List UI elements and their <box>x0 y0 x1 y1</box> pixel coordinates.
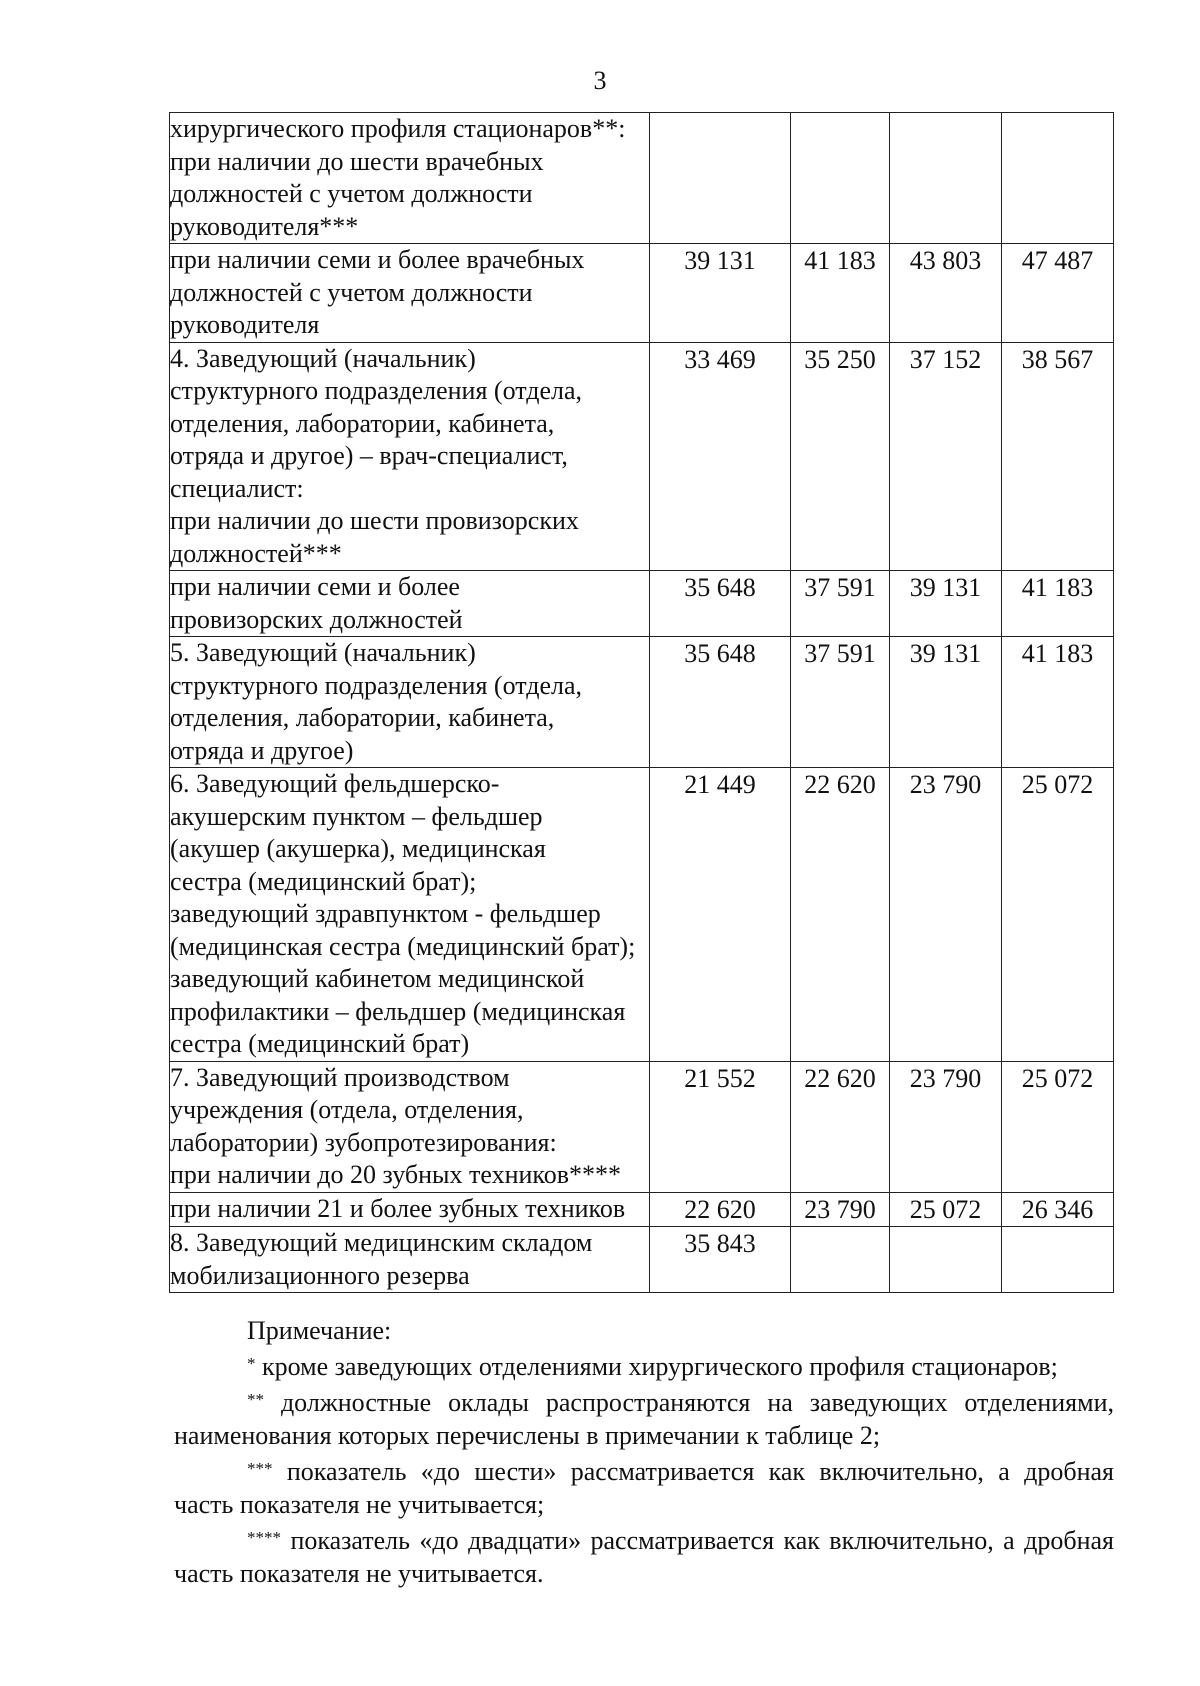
salary-value: 35 648 <box>684 573 756 602</box>
salary-value-cell <box>650 244 791 343</box>
salary-value: 26 346 <box>1021 1194 1094 1224</box>
salary-value: 43 803 <box>909 246 982 275</box>
salary-value: 22 620 <box>804 1063 876 1093</box>
salary-value-cell <box>791 1192 890 1227</box>
salary-value-cell <box>1002 342 1114 571</box>
salary-value: 21 449 <box>684 770 756 799</box>
salary-value-cell <box>791 1061 890 1192</box>
position-description-line: отделения, лаборатории, кабинета, <box>170 408 555 438</box>
salary-value-cell <box>1002 244 1114 343</box>
position-description-line: 8. Заведующий медицинским складом <box>170 1228 593 1257</box>
salary-value: 23 790 <box>804 1194 876 1224</box>
salary-value: 41 183 <box>804 246 876 275</box>
position-description-line: сестра (медицинский брат) <box>170 1029 470 1058</box>
position-description-line: при наличии семи и более <box>170 572 460 601</box>
salary-table <box>169 112 1114 1293</box>
salary-value: 37 591 <box>804 573 876 602</box>
salary-value-cell <box>890 637 1002 768</box>
position-description-cell <box>170 1061 650 1192</box>
table-body <box>170 113 1114 1293</box>
position-description-cell <box>170 1192 650 1227</box>
salary-value-cell <box>650 1227 791 1293</box>
position-description-line: при наличии до шести врачебных <box>170 146 544 176</box>
position-description-line: при наличии до шести провизорских <box>170 506 579 535</box>
salary-value-cell <box>1002 1192 1114 1227</box>
salary-value-cell <box>791 637 890 768</box>
salary-value-cell <box>650 342 791 571</box>
position-description-cell <box>170 342 650 571</box>
position-description-line: 6. Заведующий фельдшерско- <box>170 769 500 798</box>
salary-value-cell <box>650 1061 791 1192</box>
salary-value-cell <box>791 571 890 637</box>
position-description-line: 7. Заведующий производством <box>170 1062 510 1092</box>
salary-value-cell <box>791 1227 890 1293</box>
position-description-line: руководителя*** <box>170 211 359 241</box>
table-row <box>170 571 1114 637</box>
salary-value: 25 072 <box>1021 1063 1094 1093</box>
salary-value: 35 843 <box>684 1229 756 1258</box>
position-description-line: структурного подразделения (отдела, <box>170 376 583 405</box>
notes-list <box>174 1347 1114 1590</box>
position-description-line: при наличии до 20 зубных техников**** <box>170 1160 622 1189</box>
position-description-line: 4. Заведующий (начальник) <box>170 343 476 373</box>
position-description-line: специалист: <box>170 473 304 503</box>
table-row <box>170 768 1114 1062</box>
note-asterisks: **** <box>247 1528 281 1547</box>
table-row <box>170 637 1114 768</box>
salary-value-cell <box>650 768 791 1062</box>
salary-value-cell <box>791 342 890 571</box>
salary-value-cell <box>890 571 1002 637</box>
position-description-cell <box>170 768 650 1062</box>
salary-value: 23 790 <box>909 1063 982 1093</box>
salary-value-cell <box>650 113 791 244</box>
salary-value-cell <box>890 1192 1002 1227</box>
salary-value: 39 131 <box>684 246 756 275</box>
note-item <box>174 1347 1114 1383</box>
table-row <box>170 1061 1114 1192</box>
salary-value-cell <box>890 768 1002 1062</box>
note-item <box>174 1521 1114 1590</box>
note-item <box>174 1452 1114 1521</box>
salary-value-cell <box>1002 1227 1114 1293</box>
salary-value-cell <box>650 1192 791 1227</box>
position-description-cell <box>170 244 650 343</box>
position-description-line: лаборатории) зубопротезирования: <box>170 1127 557 1157</box>
salary-value-cell <box>650 571 791 637</box>
note-asterisks: * <box>247 1354 256 1373</box>
notes-section <box>174 1314 1114 1590</box>
salary-value-cell <box>1002 637 1114 768</box>
salary-value-cell <box>791 113 890 244</box>
note-text: должностные оклады распространяются на заведующих отделениями, наименования которых перечислены в примечании к таблице 2; <box>174 1388 1114 1450</box>
salary-value: 22 620 <box>804 770 876 799</box>
position-description-line: (медицинская сестра (медицинский брат); <box>170 931 636 961</box>
position-description-cell <box>170 571 650 637</box>
table-row <box>170 342 1114 571</box>
salary-value-cell <box>650 637 791 768</box>
position-description-line: отряда и другое) <box>170 735 354 765</box>
position-description-line: профилактики – фельдшер (медицинская <box>170 996 626 1026</box>
salary-value: 47 487 <box>1021 246 1094 275</box>
salary-value: 41 183 <box>1021 573 1094 602</box>
note-item <box>174 1383 1114 1452</box>
salary-value-cell <box>1002 113 1114 244</box>
position-description-line: 5. Заведующий (начальник) <box>170 638 476 667</box>
salary-value: 41 183 <box>1021 639 1094 668</box>
salary-value-cell <box>1002 768 1114 1062</box>
salary-value: 22 620 <box>684 1194 756 1224</box>
salary-value: 25 072 <box>909 1194 982 1224</box>
position-description-line: хирургического профиля стационаров**: <box>170 114 626 143</box>
position-description-line: при наличии семи и более врачебных <box>170 245 585 274</box>
table-row <box>170 1192 1114 1227</box>
position-description-line: (акушер (акушерка), медицинская <box>170 834 546 863</box>
position-description-line: должностей*** <box>170 538 342 568</box>
salary-value-cell <box>1002 571 1114 637</box>
note-asterisks: *** <box>247 1459 273 1478</box>
position-description-line: акушерским пунктом – фельдшер <box>170 801 543 831</box>
note-text: кроме заведующих отделениями хирургического профиля стационаров; <box>262 1352 1058 1381</box>
salary-value: 37 152 <box>909 344 982 374</box>
salary-value-cell <box>890 113 1002 244</box>
position-description-line: структурного подразделения (отдела, <box>170 670 583 700</box>
salary-value: 39 131 <box>909 573 982 602</box>
position-description-line: отделения, лаборатории, кабинета, <box>170 703 555 732</box>
salary-value-cell <box>791 768 890 1062</box>
page-number: 3 <box>593 66 607 95</box>
position-description-cell <box>170 113 650 244</box>
salary-value: 33 469 <box>684 344 756 374</box>
salary-value: 21 552 <box>684 1063 756 1093</box>
position-description-line: заведующий кабинетом медицинской <box>170 964 585 993</box>
salary-value: 35 250 <box>804 344 876 374</box>
table-row <box>170 244 1114 343</box>
position-description-line: мобилизационного резерва <box>170 1260 470 1290</box>
salary-value: 38 567 <box>1021 344 1094 374</box>
salary-value-cell <box>890 244 1002 343</box>
salary-value-cell <box>1002 1061 1114 1192</box>
salary-value: 25 072 <box>1021 770 1094 799</box>
salary-value-cell <box>791 244 890 343</box>
table-row <box>170 113 1114 244</box>
position-description-line: руководителя <box>170 310 320 339</box>
salary-value: 37 591 <box>804 639 876 668</box>
position-description-line: заведующий здравпунктом - фельдшер <box>170 899 601 928</box>
position-description-line: должностей с учетом должности <box>170 179 533 208</box>
salary-value-cell <box>890 1061 1002 1192</box>
position-description-line: при наличии 21 и более зубных техников <box>170 1193 626 1223</box>
salary-value: 35 648 <box>684 639 756 668</box>
salary-value: 23 790 <box>909 770 982 799</box>
salary-value-cell <box>890 1227 1002 1293</box>
position-description-line: отряда и другое) – врач-специалист, <box>170 441 568 470</box>
note-text: показатель «до двадцати» рассматривается как включительно, а дробная часть показателя не учитывается. <box>174 1526 1115 1588</box>
table-row <box>170 1227 1114 1293</box>
position-description-cell <box>170 637 650 768</box>
position-description-line: сестра (медицинский брат); <box>170 866 477 896</box>
position-description-cell <box>170 1227 650 1293</box>
note-text: показатель «до шести» рассматривается как включительно, а дробная часть показателя не учитывается; <box>174 1457 1114 1519</box>
salary-value: 39 131 <box>909 639 982 668</box>
position-description-line: провизорских должностей <box>170 604 463 634</box>
notes-title: Примечание: <box>247 1316 392 1345</box>
position-description-line: должностей с учетом должности <box>170 277 533 307</box>
note-asterisks: ** <box>247 1390 264 1409</box>
salary-value-cell <box>890 342 1002 571</box>
position-description-line: учреждения (отдела, отделения, <box>170 1095 524 1124</box>
